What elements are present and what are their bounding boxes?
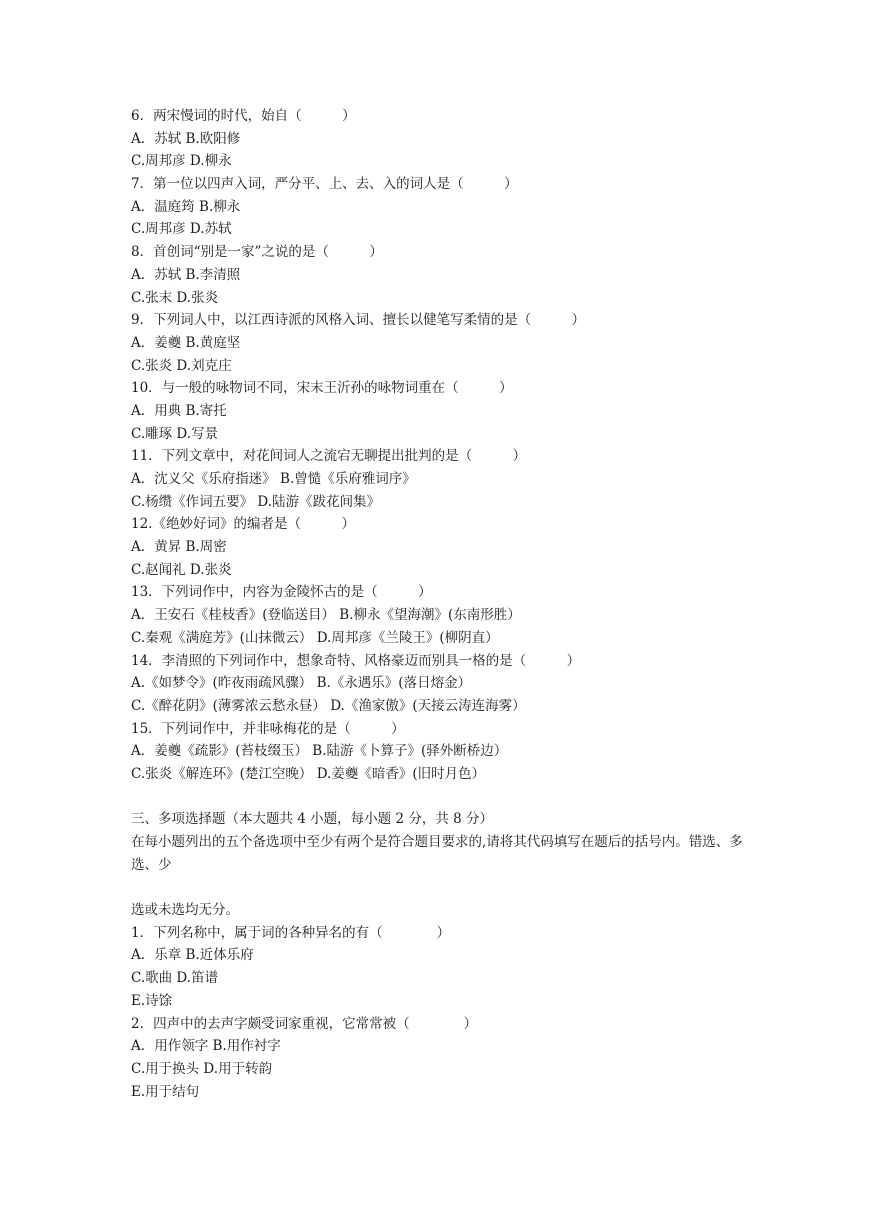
single-choice-question-14 [131, 650, 751, 718]
options-cd: C.歌曲 D.笛谱 [131, 970, 219, 987]
question-text: 12.《绝妙好词》的编者是（ ） [131, 516, 355, 533]
options-ab: A．沈义父《乐府指迷》 B.曾慥《乐府雅词序》 [131, 471, 416, 487]
multi-choice-question-1 [131, 922, 751, 1013]
section-spacer [131, 786, 751, 809]
single-choice-question-13 [131, 581, 751, 649]
options-cd: C.秦观《满庭芳》(山抹微云） D.周邦彦《兰陵王》(柳阴直） [131, 629, 499, 646]
section-heading: 三、多项选择题（本大题共 4 小题，每小题 2 分，共 8 分） [131, 811, 494, 828]
options-e: E.用于结句 [131, 1083, 200, 1100]
question-text: 11．下列文章中，对花间词人之流宕无聊提出批判的是（ ） [131, 448, 527, 465]
exam-page [131, 105, 751, 1103]
single-choice-question-12 [131, 513, 751, 581]
section-instruction: 在每小题列出的五个备选项中至少有两个是符合题目要求的,请将其代码填写在题后的括号内。错选、多选、少 [131, 834, 743, 873]
options-cd: C.张炎 D.刘克庄 [131, 357, 232, 374]
multi-choice-question-2 [131, 1013, 751, 1104]
options-e: E.诗馀 [131, 992, 173, 1009]
question-text: 9．下列词人中，以江西诗派的风格入词、擅长以健笔写柔情的是（ ） [131, 312, 586, 329]
options-ab: A．黄昇 B.周密 [131, 539, 227, 556]
options-cd: C.用于换头 D.用于转韵 [131, 1060, 273, 1077]
options-ab: A．姜夔《疏影》(苔枝缀玉） B.陆游《卜算子》(驿外断桥边） [131, 743, 508, 760]
options-cd: C.周邦彦 D.苏轼 [131, 221, 232, 238]
options-ab: A．用作领字 B.用作衬字 [131, 1038, 281, 1055]
single-choice-question-8 [131, 241, 751, 309]
single-choice-question-11 [131, 445, 751, 513]
options-ab: A．用典 B.寄托 [131, 402, 227, 419]
single-choice-question-9 [131, 309, 751, 377]
options-cd: C.雕琢 D.写景 [131, 425, 219, 442]
question-text: 2．四声中的去声字颇受词家重视，它常常被（ ） [131, 1015, 478, 1032]
question-text: 6．两宋慢词的时代，始自（ ） [131, 108, 356, 124]
options-ab: A.《如梦令》(昨夜雨疏风骤） B.《永遇乐》(落日熔金） [131, 675, 472, 692]
question-text: 1．下列名称中，属于词的各种异名的有（ ） [131, 924, 451, 941]
question-text: 14．李清照的下列词作中，想象奇特、风格豪迈而别具一格的是（ ） [131, 652, 581, 669]
options-cd: C.杨缵《作词五要》 D.陆游《跋花间集》 [131, 493, 381, 510]
options-cd: C.张炎《解连环》(楚江空晚） D.姜夔《暗香》(旧时月色） [131, 765, 486, 782]
single-choice-question-6 [131, 105, 751, 173]
single-choice-question-10 [131, 377, 751, 445]
question-text: 13．下列词作中，内容为金陵怀古的是（ ） [131, 584, 432, 601]
options-cd: C.周邦彦 D.柳永 [131, 153, 232, 170]
options-ab: A．温庭筠 B.柳永 [131, 198, 241, 215]
options-ab: A．苏轼 B.欧阳修 [131, 130, 241, 147]
options-ab: A．姜夔 B.黄庭坚 [131, 334, 241, 351]
options-cd: C.张末 D.张炎 [131, 289, 219, 306]
options-ab: A．苏轼 B.李清照 [131, 266, 241, 283]
options-ab: A．乐章 B.近体乐府 [131, 947, 254, 964]
instruction-spacer [131, 876, 751, 899]
question-text: 7．第一位以四声入词，严分平、上、去、入的词人是（ ） [131, 176, 518, 193]
multi-choice-section [131, 808, 751, 921]
options-cd: C.赵闻礼 D.张炎 [131, 561, 232, 578]
options-cd: C.《醉花阴》(薄雾浓云愁永昼） D.《渔家傲》(天接云涛连海雾） [131, 697, 526, 714]
question-text: 10．与一般的咏物词不同，宋末王沂孙的咏物词重在（ ） [131, 380, 513, 397]
single-choice-question-15 [131, 718, 751, 786]
question-text: 15．下列词作中，并非咏梅花的是（ ） [131, 720, 405, 737]
section-instruction-continued: 选或未选均无分。 [131, 902, 239, 919]
question-text: 8．首创词“别是一家”之说的是（ ） [131, 244, 383, 261]
options-ab: A．王安石《桂枝香》(登临送目） B.柳永《望海潮》(东南形胜） [131, 607, 521, 624]
single-choice-question-7 [131, 173, 751, 241]
